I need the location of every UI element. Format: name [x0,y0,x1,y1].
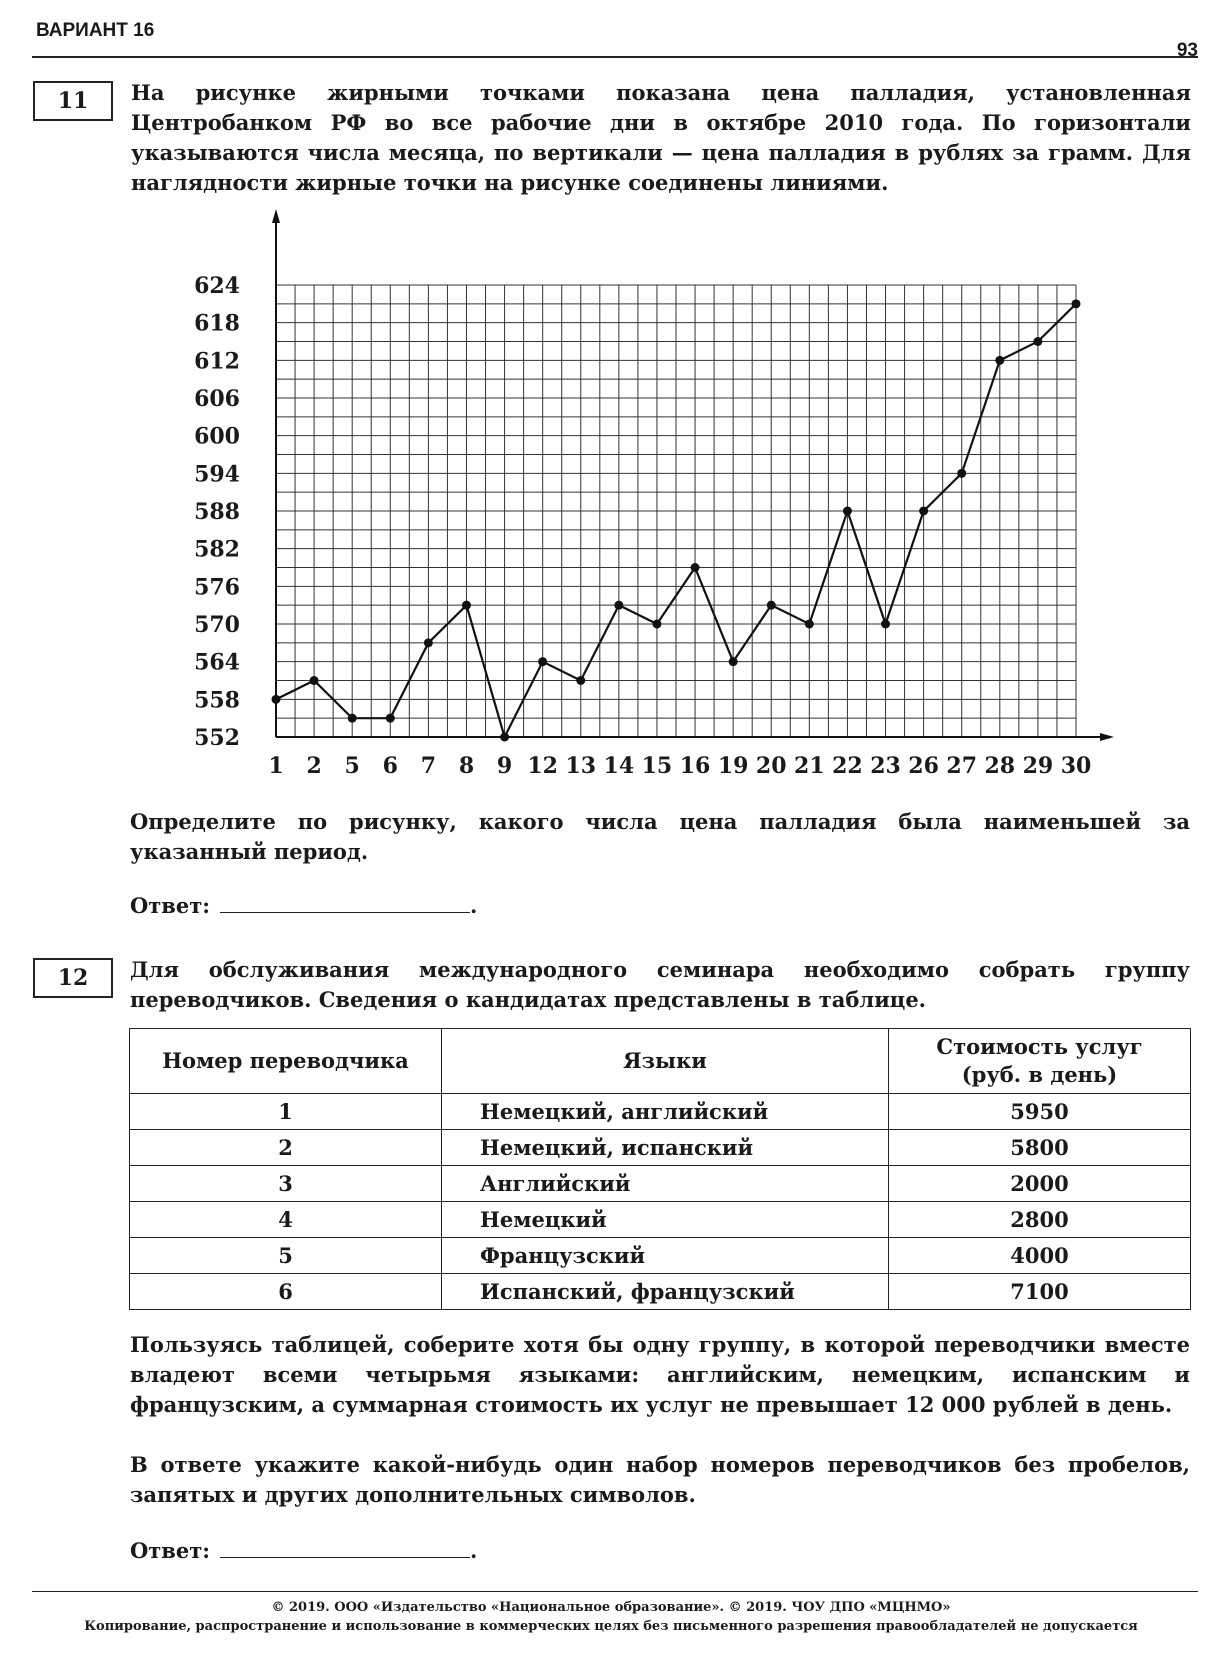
task-12-number: 12 [33,958,113,998]
y-tick-label: 588 [194,499,240,525]
y-tick-label: 558 [194,687,240,714]
x-tick-label: 29 [1022,753,1054,779]
x-tick-label: 8 [458,753,475,779]
header-languages: Языки [442,1029,889,1094]
data-point [424,638,433,647]
x-tick-label: 19 [717,753,749,779]
x-tick-label: 12 [527,753,558,779]
task-12-intro: Для обслуживания международного семинара необходимо собрать группу переводчиков. Сведения о кандидатах представлены в таблице. [130,957,1190,1012]
data-point [995,356,1004,365]
header-cost-line2: (руб. в день) [961,1062,1118,1087]
task-11-answer [130,892,477,918]
x-tick-label: 16 [679,753,711,779]
chart-y-tick-labels [194,273,240,751]
translator-cost: 5800 [889,1130,1191,1166]
y-tick-label: 624 [194,273,240,299]
x-tick-label: 28 [984,753,1016,779]
translator-cost: 4000 [889,1238,1191,1274]
y-tick-label: 594 [194,461,240,488]
data-point [310,676,319,685]
translator-cost: 2000 [889,1166,1191,1202]
x-tick-label: 27 [946,753,978,779]
data-point [538,657,547,666]
x-tick-label: 15 [641,753,673,779]
data-point [386,714,395,723]
data-point [614,601,623,610]
y-tick-label: 564 [194,649,240,676]
translator-languages: Французский [442,1238,889,1274]
data-point [957,469,966,478]
x-tick-label: 21 [794,753,825,779]
x-tick-label: 5 [344,753,360,779]
footer-rule [32,1591,1198,1592]
task-11-question: Определите по рисунку, какого числа цена палладия была наименьшей за указанный период. [130,809,1190,864]
header-cost [889,1029,1191,1094]
translator-number: 5 [130,1238,442,1274]
footer-notice: Копирование, распространение и использование в коммерческих целях без письменного разрешения правообладателей не допускается [84,1619,1138,1634]
y-axis-arrow [272,209,280,223]
x-tick-label: 20 [755,753,787,779]
x-tick-label: 6 [382,753,398,779]
x-tick-label: 1 [268,753,284,779]
chart-x-tick-labels [268,753,1091,779]
task-12-instruction: В ответе укажите какой-нибудь один набор номеров переводчиков без пробелов, запятых и других дополнительных символов. [130,1452,1190,1507]
translator-number: 2 [130,1130,442,1166]
translator-number: 1 [130,1094,442,1130]
data-point [500,733,509,742]
y-tick-label: 612 [194,348,240,375]
table-row [130,1238,1191,1274]
data-point [1072,299,1081,308]
header-translator-number: Номер переводчика [130,1029,442,1094]
data-point [348,714,357,723]
x-tick-label: 26 [908,753,939,779]
data-point [881,620,890,629]
y-tick-label: 576 [194,574,240,601]
data-point [691,563,700,572]
data-point [805,620,814,629]
variant-title: ВАРИАНТ 16 [36,20,155,41]
y-tick-label: 552 [194,725,240,751]
data-point [1033,337,1042,346]
data-point [652,620,661,629]
answer-field[interactable] [220,892,470,913]
header-cost-line1: Стоимость услуг [936,1034,1143,1059]
data-point [462,601,471,610]
translator-cost: 5950 [889,1094,1191,1130]
answer-label: Ответ: [130,893,211,918]
data-point [576,676,585,685]
data-point [843,507,852,516]
translator-languages: Немецкий, испанский [442,1130,889,1166]
translator-cost: 2800 [889,1202,1191,1238]
task-12-answer [130,1537,477,1563]
x-tick-label: 7 [420,753,437,779]
answer-label: Ответ: [130,1538,211,1563]
x-tick-label: 2 [306,753,322,779]
y-tick-label: 600 [194,423,240,450]
translators-table [129,1028,1191,1310]
data-point [272,695,281,704]
translator-languages: Испанский, французский [442,1274,889,1310]
y-tick-label: 618 [194,310,240,337]
palladium-chart [180,205,1120,785]
x-tick-label: 9 [496,753,513,779]
y-tick-label: 582 [194,536,240,563]
x-axis-arrow [1100,733,1114,741]
answer-field[interactable] [220,1537,470,1558]
table-row [130,1094,1191,1130]
y-tick-label: 606 [194,386,240,412]
translator-number: 4 [130,1202,442,1238]
x-tick-label: 22 [832,753,863,779]
table-row [130,1202,1191,1238]
footer-copyright: © 2019. ООО «Издательство «Национальное образование». © 2019. ЧОУ ДПО «МЦНМО» [271,1600,951,1615]
translator-languages: Немецкий [442,1202,889,1238]
x-tick-label: 13 [565,753,597,779]
translator-number: 6 [130,1274,442,1310]
chart-grid [276,285,1076,737]
translator-cost: 7100 [889,1274,1191,1310]
x-tick-label: 23 [870,753,901,779]
table-header-row [130,1029,1191,1094]
y-tick-label: 570 [194,612,240,638]
x-tick-label: 30 [1060,753,1092,779]
table-row [130,1130,1191,1166]
answer-period: . [470,893,478,918]
translator-languages: Английский [442,1166,889,1202]
task-11-intro: На рисунке жирными точками показана цена палладия, установленная Центробанком РФ во все рабочие дни в октябре 2010 года. По горизонтали указываются числа месяца, по вертикали — цена палладия в рублях за грамм. Для наглядности жирные точки на рисунке соединены линиями. [131,80,1191,195]
page-number: 93 [1176,40,1198,61]
translator-number: 3 [130,1166,442,1202]
data-point [767,601,776,610]
table-row [130,1166,1191,1202]
task-11-number: 11 [33,81,113,121]
data-point [729,657,738,666]
task-12-condition: Пользуясь таблицей, соберите хотя бы одну группу, в которой переводчики вместе владеют всеми четырьмя языками: английским, немецким, испанским и французским, а суммарная стоимость их услуг не превышает 12 000 рублей в день. [130,1332,1190,1417]
translator-languages: Немецкий, английский [442,1094,889,1130]
table-row [130,1274,1191,1310]
header-rule [32,56,1198,58]
answer-period: . [470,1538,478,1563]
data-point [919,507,928,516]
x-tick-label: 14 [603,753,635,779]
